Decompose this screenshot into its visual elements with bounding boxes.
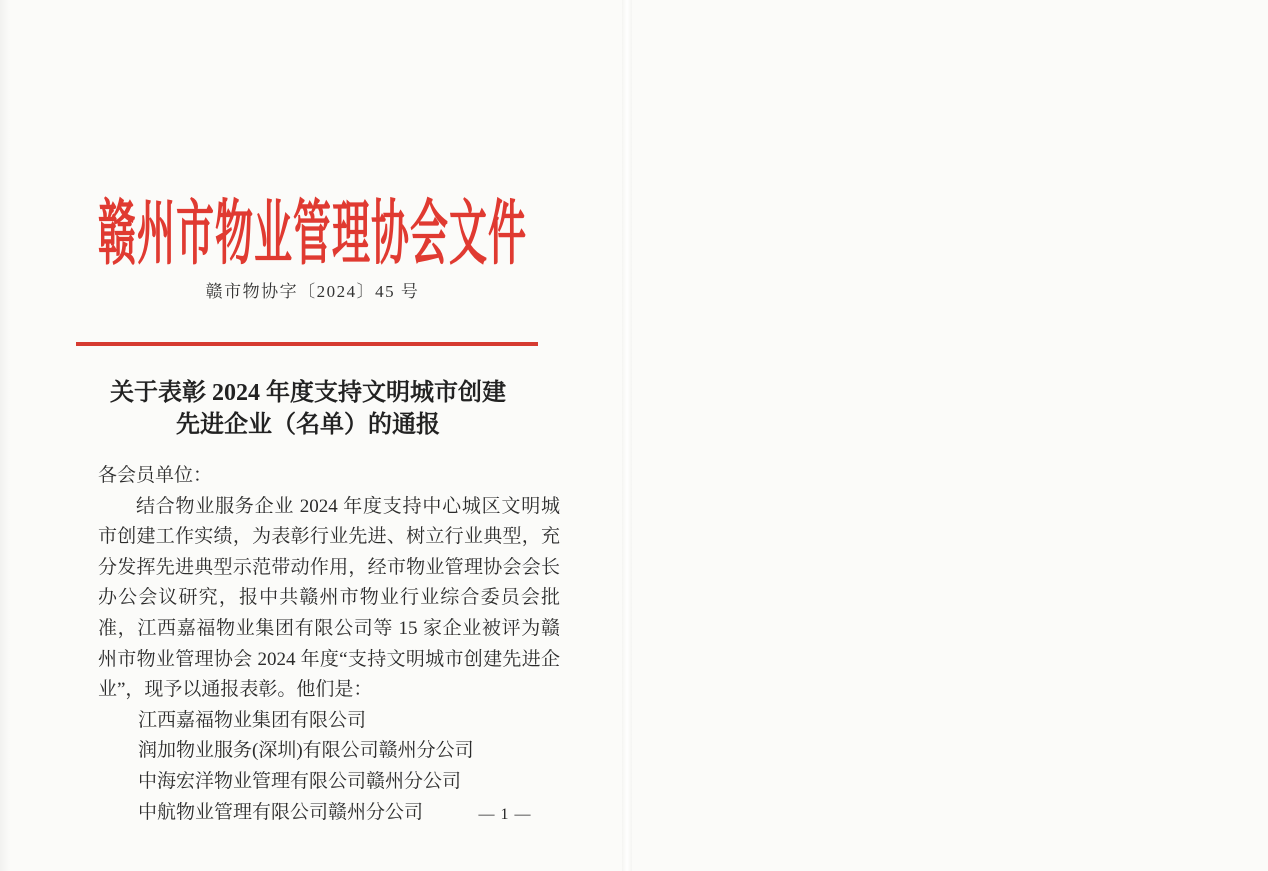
notice-title-line2: 先进企业（名单）的通报 <box>176 412 440 438</box>
page-2 <box>630 0 1268 871</box>
company-list-item: 江西嘉福物业集团有限公司 <box>138 709 367 731</box>
company-list-item: 中航物业管理有限公司赣州分公司 <box>138 801 424 823</box>
body-paragraph: 结合物业服务企业 2024 年度支持中心城区文明城市创建工作实绩，为表彰行业先进、树立行业典型，充分发挥先进典型示范带动作用，经市物业管理协会会长办公会议研究，报中共赣州市物业行业综合委员会批准，江西嘉福物业集团有限公司等 15 家企业被评为赣州市物业管理协会 2024 年度“支持文明城市创建先进企业”，现予以通报表彰。他们是： <box>98 495 560 701</box>
salutation: 各会员单位： <box>98 465 213 486</box>
company-list-item: 中海宏洋物业管理有限公司赣州分公司 <box>138 770 462 792</box>
company-list-item: 润加物业服务(深圳)有限公司赣州分公司 <box>138 740 474 762</box>
red-letterhead-title: 赣州市物业管理协会文件 <box>97 196 527 275</box>
page-1 <box>0 0 625 871</box>
page-number-1: — 1 — <box>478 806 532 823</box>
notice-body <box>98 461 560 828</box>
notice-title <box>0 377 616 441</box>
notice-title-line1: 关于表彰 2024 年度支持文明城市创建 <box>110 380 506 406</box>
document-number: 赣市物协字〔2024〕45 号 <box>205 282 420 301</box>
red-rule-line <box>76 342 538 346</box>
